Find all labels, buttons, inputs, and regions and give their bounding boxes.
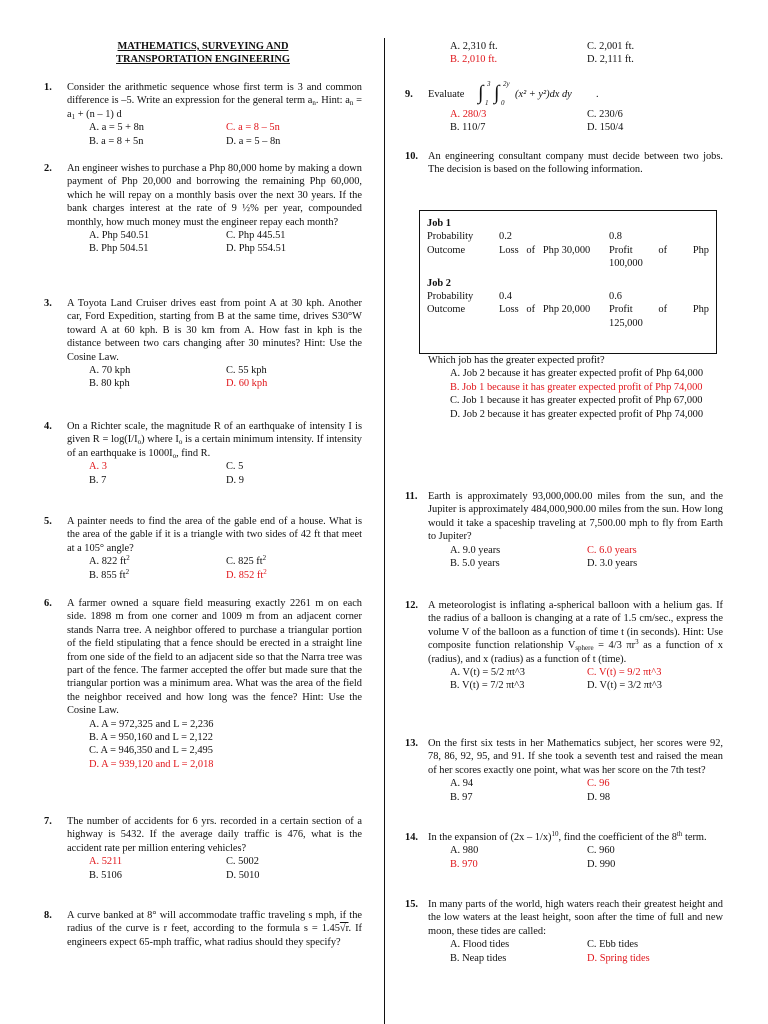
question-7 [44, 815, 362, 882]
option-d: D. 3.0 years [587, 558, 638, 570]
option-b: B. 5106 [89, 869, 122, 881]
options [450, 938, 723, 965]
option-d: D. 9 [226, 474, 244, 486]
option-c: C. 96 [587, 778, 610, 790]
title-line-2: TRANSPORTATION ENGINEERING [116, 54, 290, 65]
question-text: A farmer owned a square field measuring exactly 2261 m on each side. 1898 m from one corner and 1009 m from an adjacent corner stands Narra tree. A neighbor offered to purchase a triangular portion of the field stipulating that a fence should be erected in a straight line from one side of the field to an adjacent side so that the Narra tree was part of the fence. The farmer accepted the offer but made sure that the triangular portion was a minimum area. What was the area of the field the neighbor received and how long was the fence? Hint: Use the Cosine Law. [67, 598, 362, 717]
option-d: D. 5010 [226, 869, 260, 881]
question-5 [44, 515, 362, 582]
question-4 [44, 420, 362, 487]
option-a: A. 980 [450, 845, 479, 857]
option-b: B. 7 [89, 474, 107, 486]
option-c: C. A = 946,350 and L = 2,495 [89, 745, 213, 757]
option-b: B. A = 950,160 and L = 2,122 [89, 732, 213, 744]
job-1-outcome-row: Outcome Loss of Php 30,000 Profit of Php 100,000 [427, 244, 712, 270]
question-number: 8. [44, 910, 52, 921]
option-d: D. 2,111 ft. [587, 54, 634, 66]
options [89, 718, 362, 772]
option-a: A. Php 540.51 [89, 230, 150, 242]
option-b: B. 970 [450, 858, 478, 870]
option-a: A. Job 2 because it has greater expected profit of Php 64,000 [450, 368, 704, 380]
option-d: D. 990 [587, 858, 616, 870]
option-c: C. 960 [587, 845, 615, 857]
option-c: C. 825 $ft^2$ [226, 554, 267, 568]
question-number: 14. [405, 832, 418, 843]
question-number: 15. [405, 899, 418, 910]
question-15 [405, 898, 723, 965]
question-text: On a Richter scale, the magnitude R of an earthquake of intensity I is given $R = \log(I/I_o)$ where $I_o$ is a certain minimum intensity. If intensity of an earthquake is $1000I_o$, find R. [67, 421, 362, 460]
option-c: C. 6.0 years [587, 544, 637, 556]
question-number: 11. [405, 491, 418, 502]
question-text: A Toyota Land Cruiser drives east from point A at 30 kph. Another car, Ford Expedition, starting from B at the same time, drives S30°W toward A at 60 kph. B is 30 km from A. How fast in kph is the distance between two cars changing after 30 minutes? Hint: Use the Cosine Law. [67, 298, 362, 363]
column-divider [384, 38, 385, 1024]
option-a: A. V(t) = 5/2 πt^3 [450, 667, 525, 679]
options [89, 555, 362, 582]
question-6 [44, 597, 362, 771]
option-a: A. A = 972,325 and L = 2,236 [89, 718, 214, 730]
options [450, 666, 723, 693]
option-a: A. 822 $ft^2$ [89, 554, 130, 568]
option-c: C. Php 445.51 [226, 230, 286, 242]
question-text: On the first six tests in her Mathematics subject, her scores were 92, 78, 86, 92, 95, and 91. If she took a seventh test and raised the mean of her scores exactly one point, what was her score on the 7th test? [428, 738, 723, 776]
options [89, 460, 362, 487]
question-text: An engineering consultant company must decide between two jobs. The decision is based on the following information. [428, 151, 723, 176]
question-11 [405, 490, 723, 570]
question-text: A painter needs to find the area of the gable end of a house. What is the area of the gable if it is a triangle with two sides of 42 ft that meet at a 105° angle? [67, 516, 362, 554]
options [450, 108, 723, 135]
option-c: C. a = 8 – 5n [226, 122, 280, 134]
question-number: 9. [405, 89, 413, 100]
option-c: C. 2,001 ft. [587, 41, 635, 52]
job-1-title: Job 1 [427, 218, 451, 229]
option-a: A. 5211 [89, 856, 123, 868]
question-text: Consider the arithmetic sequence whose first term is 3 and common difference is –5. Write an expression for the general term $a_n$. Hint: $a_n = a_1 + (n - 1)$ d [67, 82, 362, 121]
question-number: 10. [405, 151, 418, 162]
question-number: 13. [405, 738, 418, 749]
option-b: B. 5.0 years [450, 558, 500, 570]
options [89, 364, 362, 391]
integral-symbol: ∫ [494, 82, 500, 104]
option-d: D. Spring tides [587, 952, 650, 964]
job-1-probability-row: Probability 0.2 0.8 [427, 231, 622, 243]
option-b: B. 855 $ft^2$ [89, 567, 130, 581]
options [450, 40, 723, 67]
question-text: Earth is approximately 93,000,000.00 miles from the sun, and the Jupiter is approximately 484,000,900.00 miles from the sun. How long would it take a spaceship traveling at 7,500.00 mph to fly from Earth to Jupiter? [428, 491, 723, 543]
question-3 [44, 297, 362, 391]
question-number: 6. [44, 598, 52, 609]
question-number: 1. [44, 82, 52, 93]
question-text: A curve banked at 8° will accommodate traffic traveling s mph, if the radius of the curve is r feet, according to the formula s = 1.45√r. If engineers expect 65-mph traffic, what radius should they specify? [67, 910, 362, 948]
question-8-options [405, 40, 723, 67]
option-b: B. 2,010 ft. [450, 54, 498, 66]
option-b: B. Neap tides [450, 952, 507, 964]
job-2-outcome-row: Outcome Loss of Php 20,000 Profit of Php 125,000 [427, 304, 712, 329]
option-d: D. Php 554.51 [226, 243, 287, 255]
options [450, 544, 723, 571]
question-text: An engineer wishes to purchase a Php 80,000 home by making a down payment of Php 20,000 and borrowing the remaining Php 60,000, which he will repay on a monthly basis over the next 30 years. If the bank charges interest at the rate of 9 ½% per year, compounded monthly, how much money must the engineer repay each month? [67, 163, 362, 228]
job-info-table [419, 210, 717, 354]
options [450, 844, 723, 871]
page-title [44, 40, 362, 66]
question-1 [44, 81, 362, 148]
option-b: B. a = 8 + 5n [89, 135, 144, 147]
question-14 [405, 831, 723, 871]
option-a: A. 70 kph [89, 365, 131, 377]
option-d: D. 60 kph [226, 378, 268, 390]
question-text: In many parts of the world, high waters reach their greatest height and the low waters at the least height, soon after the time of full and new moon, these tides are called: [428, 899, 723, 937]
options [89, 229, 362, 256]
question-text: The number of accidents for 6 yrs. recorded in a certain section of a highway is 5432. If the average daily traffic is 476, what is the accident rate per million entering vehicles? [67, 816, 362, 854]
option-a: A. 94 [450, 778, 474, 790]
question-13 [405, 737, 723, 804]
question-number: 12. [405, 600, 418, 611]
option-b: B. Php 504.51 [89, 243, 149, 255]
question-8 [44, 909, 362, 949]
question-text: In the expansion of (2x – 1/x)$^{10}$, find the coefficient of the 8th term. [428, 830, 707, 843]
question-number: 7. [44, 816, 52, 827]
job-2-title: Job 2 [427, 277, 451, 289]
option-a: A. Flood tides [450, 939, 510, 951]
option-d: D. Job 2 because it has greater expected profit of Php 74,000 [450, 408, 704, 420]
option-b: B. Job 1 because it has greater expected profit of Php 74,000 [450, 381, 703, 393]
question-10 [405, 150, 723, 177]
option-c: C. Ebb tides [587, 939, 639, 951]
question-9 [405, 82, 723, 135]
options [89, 855, 362, 882]
option-a: A. 3 [89, 461, 107, 473]
question-text: Evaluate ∫ 3 1 ∫ 2y 0 (x² + y²)dx dy . [428, 80, 599, 107]
title-line-1: MATHEMATICS, SURVEYING AND [117, 41, 289, 52]
options [450, 367, 720, 421]
question-2 [44, 162, 362, 256]
question-number: 5. [44, 516, 52, 527]
option-a: A. a = 5 + 8n [89, 122, 145, 134]
option-c: C. 5 [226, 461, 244, 473]
option-c: C. 230/6 [587, 109, 623, 120]
option-c: C. 5002 [226, 856, 259, 868]
option-d: D. 150/4 [587, 122, 624, 134]
options [89, 121, 362, 148]
question-number: 3. [44, 298, 52, 309]
question-10-answers [405, 354, 723, 421]
option-d: D. V(t) = 3/2 πt^3 [587, 680, 662, 692]
option-b: B. 110/7 [450, 122, 486, 134]
option-d: D. 852 $ft^2$ [226, 567, 267, 581]
option-a: A. 280/3 [450, 109, 487, 120]
question-prompt: Which job has the greater expected profit? [428, 355, 605, 366]
option-b: B. 80 kph [89, 378, 130, 390]
question-12 [405, 599, 723, 693]
option-d: D. A = 939,120 and L = 2,018 [89, 758, 214, 770]
option-c: C. 55 kph [226, 365, 267, 377]
option-b: B. 97 [450, 791, 473, 803]
option-d: D. 98 [587, 791, 611, 803]
option-c: C. V(t) = 9/2 πt^3 [587, 667, 662, 679]
job-2-probability-row: Probability 0.4 0.6 [427, 291, 622, 303]
options [450, 777, 723, 804]
question-text: A meteorologist is inflating a-spherical balloon with a helium gas. If the radius of a balloon is changing at a rate of 1.5 cm/sec., express the volume V of the balloon as a function of time t (in seconds). Hint: Use composite function relationship $V_{sphere} = 4/3$ $\pi r^3$ as a function of x (radius), and x (radius) as a function of t (time). [428, 600, 724, 665]
option-c: C. Job 1 because it has greater expected profit of Php 67,000 [450, 395, 703, 407]
option-b: B. V(t) = 7/2 πt^3 [450, 680, 525, 692]
option-a: A. 2,310 ft. [450, 41, 498, 52]
question-number: 2. [44, 163, 52, 174]
question-number: 4. [44, 421, 52, 432]
integral-symbol: ∫ [478, 82, 484, 104]
option-d: D. a = 5 – 8n [226, 135, 281, 147]
option-a: A. 9.0 years [450, 544, 501, 556]
